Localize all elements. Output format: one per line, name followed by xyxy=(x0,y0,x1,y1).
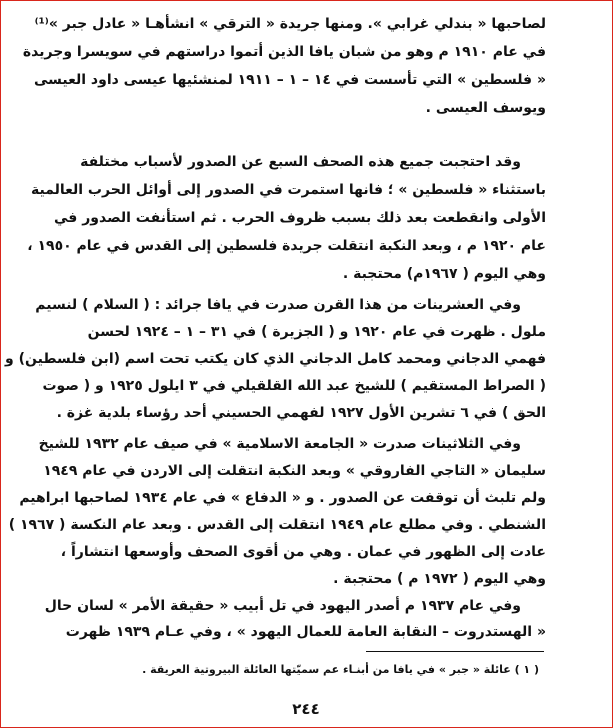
text-line: الشنطي . وفي مطلع عام ١٩٤٩ انتقلت إلى القدس . وبعد عام النكسة ( ١٩٦٧ ) xyxy=(8,517,546,533)
text-line: وفي العشرينات من هذا القرن صدرت في يافا جرائد : ( السلام ) لنسيم xyxy=(35,297,521,313)
text-line: « فلسطين » التي تأسست في ١٤ – ١ – ١٩١١ لمنشئيها عيسى داود العيسى xyxy=(33,72,546,88)
text-line: الأولى وانقطعت بعد ذلك بسبب ظروف الحرب . ثم استأنفت الصدور في xyxy=(54,210,546,226)
text-line: وفي عام ١٩٣٧ م أصدر اليهود في تل أبيب « حقيقة الأمر » لسان حال xyxy=(44,598,521,614)
text-line: عام ١٩٢٠ م ، وبعد النكبة انتقلت جريدة فلسطين إلى القدس في عام ١٩٥٠ ، xyxy=(27,238,546,254)
text-line: ويوسف العيسى . xyxy=(425,100,546,116)
text-line: ولم تلبث أن توقفت عن الصدور . و « الدفاع » في عام ١٩٣٤ لصاحبها ابراهيم xyxy=(19,490,546,506)
text-line: عادت إلى الظهور في عمان . وهي من أقوى الصحف وأوسعها انتشاراً ، xyxy=(60,544,546,560)
text-line: لصاحبها « بندلي غرابي ». ومنها جريدة « الترقي » انشأهـا « عادل جبر »⁽¹⁾ xyxy=(34,16,546,32)
text-line: ملول . ظهرت في عام ١٩٢٠ و ( الجزيرة ) في ٣١ – ١ – ١٩٢٤ لحسن xyxy=(87,324,546,340)
text-line: في عام ١٩١٠ م وهو من شبان يافا الذين أتموا دراستهم في سويسرا وجريدة xyxy=(22,44,546,60)
footnote-divider xyxy=(366,651,544,652)
text-line: « الهستدروت – النقابة العامة للعمال اليهود » ، وفي عـام ١٩٣٩ ظهرت xyxy=(65,624,546,640)
text-line: الحق ) في ٦ تشرين الأول ١٩٢٧ لفهمي الحسيني أحد رؤساء بلدية غزة . xyxy=(56,405,546,421)
page-number: ٢٤٤ xyxy=(292,700,320,718)
text-line: باستثناء « فلسطين » ؛ فانها استمرت في الصدور إلى أوائل الحرب العالمية xyxy=(30,182,546,198)
text-line: فهمي الدجاني ومحمد كامل الدجاني الذي كان يكتب تحت اسم (ابن فلسطين) و xyxy=(5,351,546,367)
text-line: ( الصراط المستقيم ) للشيخ عبد الله القلقيلي في ٣ ايلول ١٩٢٥ و ( صوت xyxy=(42,378,546,394)
text-line: سليمان « التاجي الفاروقي » وبعد النكبة انتقلت إلى الاردن في عام ١٩٤٩ xyxy=(43,463,546,479)
text-line: وهي اليوم ( ١٩٦٧م) محتجبة . xyxy=(342,266,546,282)
text-line: وهي اليوم ( ١٩٧٢ م ) محتجبة . xyxy=(333,571,546,587)
text-line: وقد احتجبت جميع هذه الصحف السبع عن الصدور لأسباب مختلفة xyxy=(80,154,521,170)
text-line: وفي الثلاثينات صدرت « الجامعة الاسلامية » في صيف عام ١٩٣٢ للشيخ xyxy=(38,436,521,452)
footnote: ( ١ ) عائلة « جبر » في يافا من أبنـاء عم سميّتها العائلة البيروتية العريقة . xyxy=(142,663,539,676)
